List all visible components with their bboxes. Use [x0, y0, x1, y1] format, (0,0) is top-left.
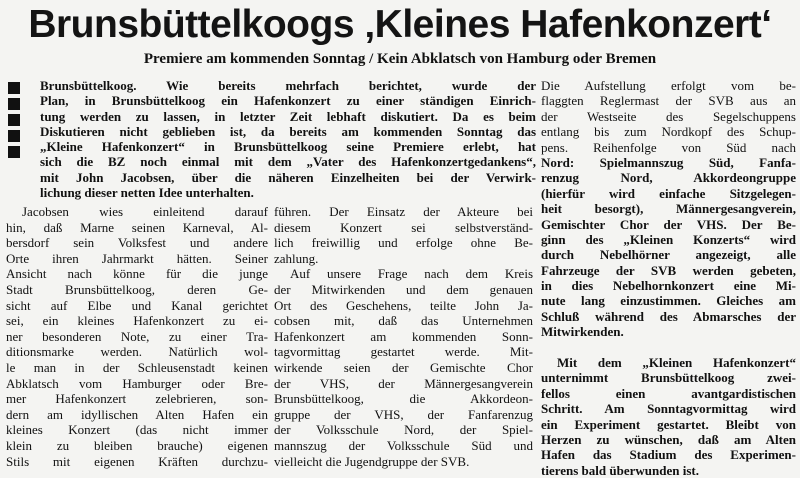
- lead-line: Diskutieren nicht geblieben ist, da bereits am kommenden Sonntag das: [40, 123, 536, 139]
- body-line: le man in der Schleusenstadt keinen: [6, 359, 268, 375]
- body-line: bersdorf sein Volksfest und andere: [6, 235, 268, 251]
- body-line: ginn des „Kleinen Konzerts“ wird: [541, 231, 796, 247]
- body-line: tierens bald überwunden ist.: [541, 462, 699, 478]
- body-line: Stils mit eigenen Kräften durchzu-: [6, 453, 268, 469]
- body-line: Stadt Brunsbüttelkoog, deren Ge-: [6, 281, 268, 297]
- lead-line: Brunsbüttelkoog. Wie bereits mehrfach berichtet, wurde der: [40, 78, 536, 93]
- body-line: Schluß während des Abmarsches der: [541, 308, 796, 324]
- lead-paragraph: [40, 78, 536, 200]
- column-marker-bar: [8, 98, 20, 110]
- body-line: ditionsmarke werden. Natürlich wol-: [6, 344, 268, 360]
- body-line: sei, ein kleines Hafenkonzert zu ei-: [6, 313, 268, 329]
- body-line: Brunsbüttelkoog, die Akkordeon-: [274, 391, 533, 407]
- lead-line: lichung dieser netten Idee unterhalten.: [40, 185, 254, 201]
- body-line: entlang bis zum Nordkopf des Schup-: [541, 124, 796, 140]
- body-line: Die Aufstellung erfolgt vom be-: [541, 78, 796, 93]
- body-line: cobsen mit, daß das Unternehmen: [274, 313, 533, 329]
- body-line: ein Experiment gestartet. Bleibt von: [541, 416, 796, 432]
- body-column-3: [541, 78, 796, 478]
- lead-line: tung werden zu lassen, in letzter Zeit lebhaft diskutiert. Da es beim: [40, 108, 536, 124]
- body-line: klein zu bleiben brauche) eigenen: [6, 437, 268, 453]
- body-line: lich freiwillig und erfolge ohne Be-: [274, 235, 533, 251]
- article-subheadline: Premiere am kommenden Sonntag / Kein Abklatsch von Hamburg oder Bremen: [143, 51, 657, 67]
- body-line: der Westseite des Segelschuppens: [541, 108, 796, 124]
- body-line: pens. Reihenfolge von Süd nach: [541, 139, 796, 155]
- body-line: gruppe der VHS, der Fanfarenzug: [274, 406, 533, 422]
- body-line: Gemischter Chor der VHS. Der Be-: [541, 216, 796, 232]
- column-marker-bar: [8, 82, 20, 94]
- column-marker-bar: [8, 130, 20, 142]
- body-line: durch Nebelhörner angezeigt, alle: [541, 247, 796, 263]
- column-marker-bar: [8, 114, 20, 126]
- body-line: unternimmt Brunsbüttelkoog zwei-: [541, 370, 796, 386]
- body-line: mannszug der Volksschule Süd und: [274, 437, 533, 453]
- body-line: der Volksschule Nord, der Spiel-: [274, 422, 533, 438]
- lead-line: mit John Jacobsen, über die näheren Einzelheiten bei der Verwirk-: [40, 169, 536, 185]
- body-line: renzug Nord, Akkordeongruppe: [541, 170, 796, 186]
- body-line: nute lang einzustimmen. Gleiches am: [541, 293, 796, 309]
- column-marker-bar: [8, 146, 20, 158]
- body-line: der VHS, der Männergesangverein: [274, 375, 533, 391]
- body-line: Jacobsen wies einleitend darauf: [22, 204, 268, 219]
- body-line: Ort des Geschehens, teilte John Ja-: [274, 297, 533, 313]
- body-line: Mitwirkenden.: [541, 324, 624, 340]
- body-line: (hierfür wird einfache Sitzgelegen-: [541, 185, 796, 201]
- body-column-2: [274, 204, 533, 469]
- body-line: in dies Nebelhornkonzert eine Mi-: [541, 278, 796, 294]
- body-line: zahlung.: [274, 250, 319, 266]
- body-column-1: [6, 204, 268, 469]
- body-line: Auf unsere Frage nach dem Kreis: [290, 266, 533, 282]
- body-line: führen. Der Einsatz der Akteure bei: [274, 204, 533, 219]
- lead-line: sich die BZ noch einmal mit dem „Vater des Hafenkonzertgedankens“,: [40, 154, 536, 170]
- body-line: Abklatsch vom Hamburger oder Bre-: [6, 375, 268, 391]
- body-line: fellos einen avantgardistischen: [541, 385, 796, 401]
- body-line: Fahrzeuge der SVB werden gebeten,: [541, 262, 796, 278]
- body-line: der Mitwirkenden und dem genauen: [274, 281, 533, 297]
- body-line: kleines Konzert (das nicht immer: [6, 422, 268, 438]
- body-line: Ansicht nach könne für die junge: [6, 266, 268, 282]
- body-line: Hafen das Stadium des Experimen-: [541, 447, 796, 463]
- body-line: Orte ihren Jahrmarkt hätten. Seiner: [6, 250, 268, 266]
- body-line: flaggten Reglermast der SVB aus an: [541, 93, 796, 109]
- body-line: Herzen zu wünschen, daß am Alten: [541, 431, 796, 447]
- lead-line: „Kleine Hafenkonzert“ in Brunsbüttelkoog seine Premiere erlebt, hat: [40, 139, 536, 155]
- body-line: mer Hafenkonzert zelebrieren, son-: [6, 391, 268, 407]
- body-line: Schritt. Am Sonntagvormittag wird: [541, 401, 796, 417]
- article-headline: Brunsbüttelkoogs ‚Kleines Hafenkonzert‘: [28, 3, 772, 46]
- body-line: ner besonderen Note, zu einer Tra-: [6, 328, 268, 344]
- body-line: wirkende seien der Gemischte Chor: [274, 359, 533, 375]
- body-line: hin, daß Marne seinen Karneval, Al-: [6, 219, 268, 235]
- body-line: sicht auf Elbe und Kanal gerichtet: [6, 297, 268, 313]
- lead-line: Plan, in Brunsbüttelkoog ein Hafenkonzert zu einer ständigen Einrich-: [40, 93, 536, 109]
- body-line: Hafenkonzert am kommenden Sonn-: [274, 328, 533, 344]
- paragraph-gap: [541, 340, 796, 355]
- body-line: tagvormittag gestartet werde. Mit-: [274, 344, 533, 360]
- body-line: vielleicht die Jugendgruppe der SVB.: [274, 453, 470, 469]
- body-line: Nord: Spielmannszug Süd, Fanfa-: [541, 154, 796, 170]
- body-line: dern am idyllischen Alten Hafen ein: [6, 406, 268, 422]
- body-line: diesem Konzert sei selbstverständ-: [274, 219, 533, 235]
- body-line: heit besorgt), Männergesangverein,: [541, 201, 796, 217]
- body-line: Mit dem „Kleinen Hafenkonzert“: [557, 355, 796, 371]
